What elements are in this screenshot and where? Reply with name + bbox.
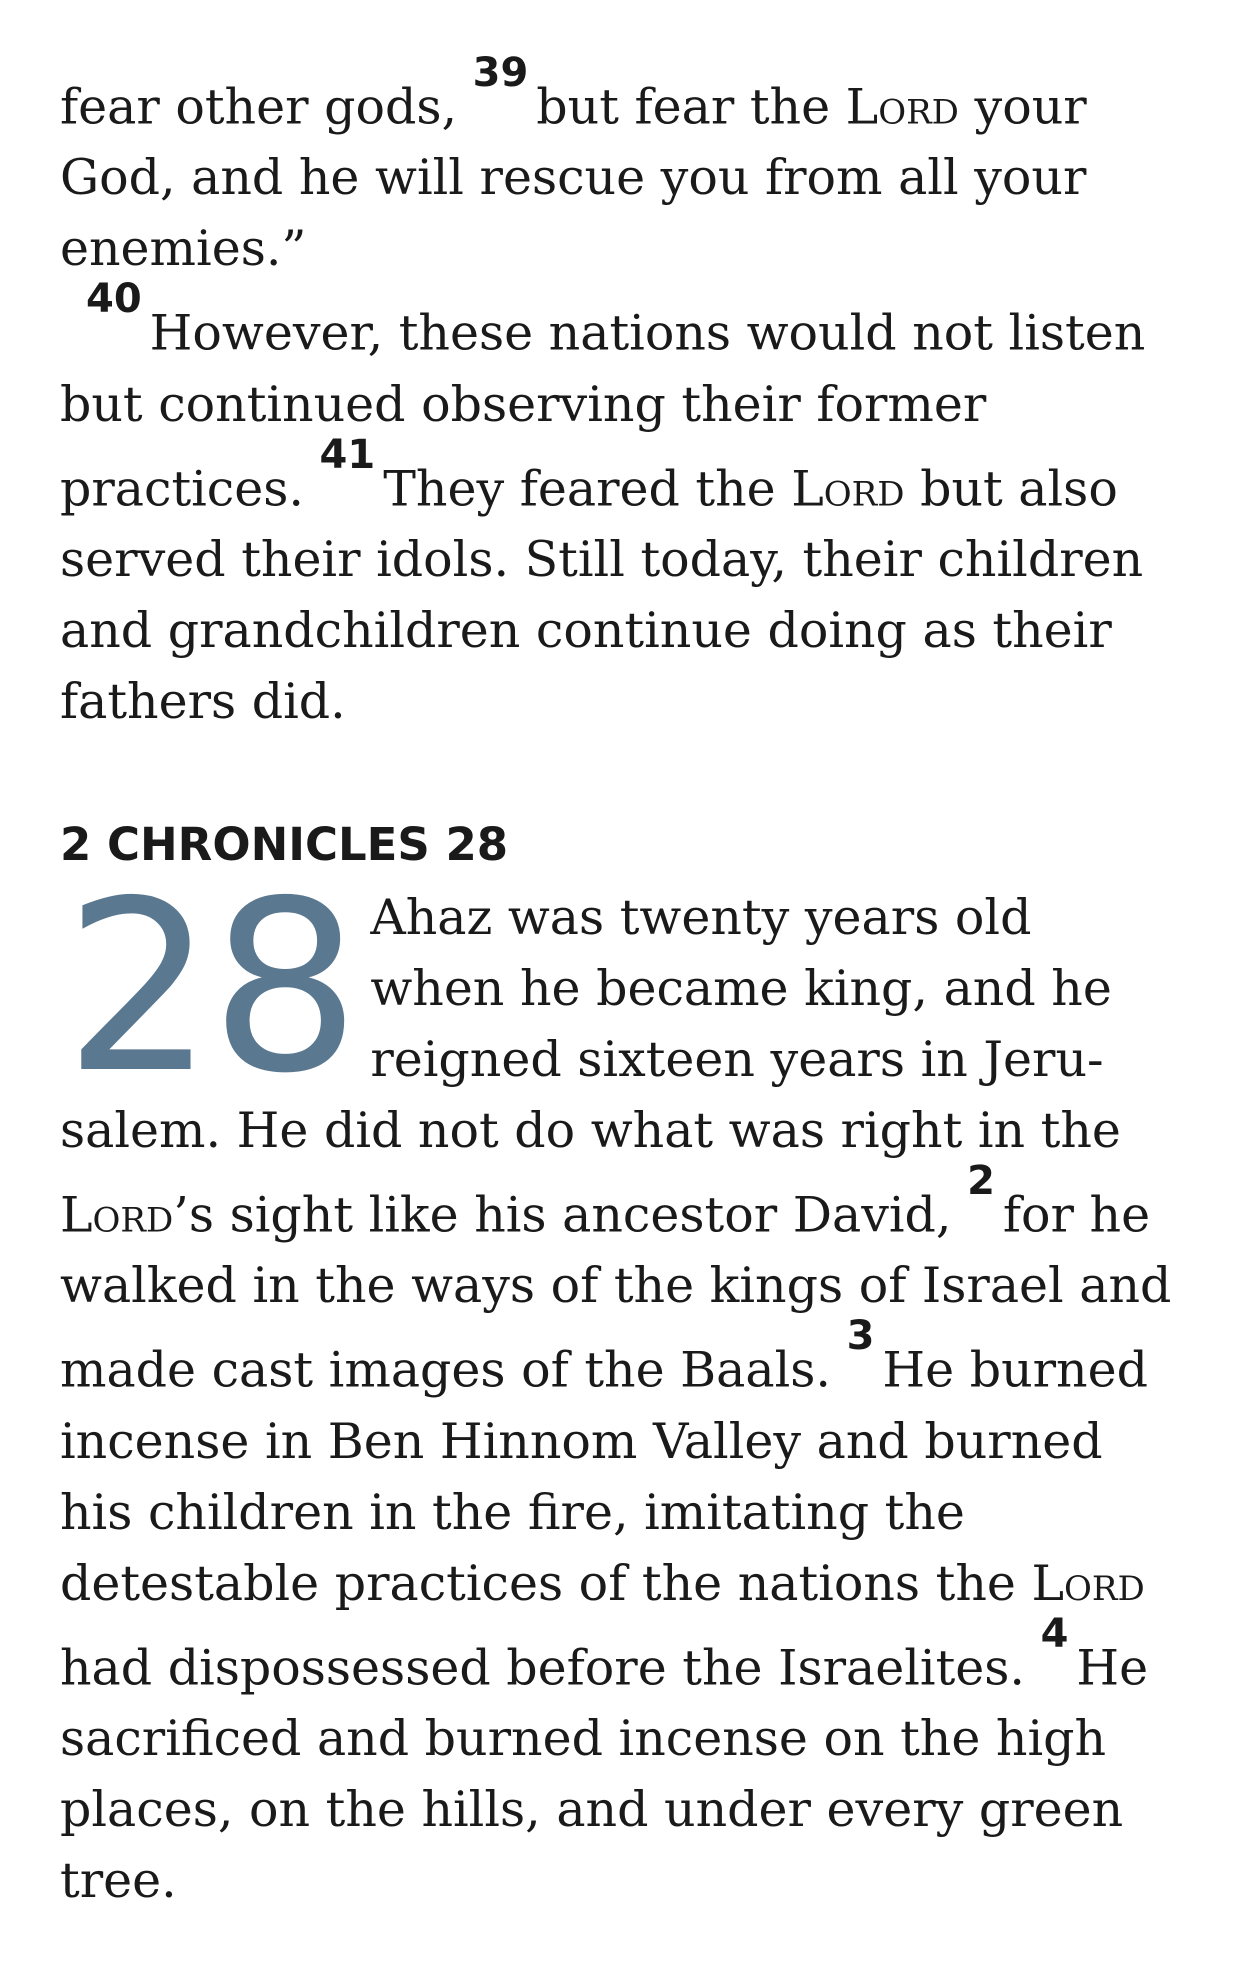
text-segment: ’s sight like his ancestor David, <box>173 1186 968 1244</box>
text-segment: for he walked in the ways of the kings of Israel and made cast images of the Baals. <box>60 1186 1172 1399</box>
text-segment: but fear the <box>536 78 846 136</box>
divine-name: Lord <box>1031 1554 1145 1612</box>
text-segment: Ahaz was twenty years old when he became king, and he reigned sixteen years in Jeru-salem. He did not do what was right in the <box>60 888 1121 1159</box>
paragraph-verses-38-39 <box>60 50 1180 284</box>
chapter-paragraph <box>60 849 1180 1916</box>
chapter-number-dropcap: 28 <box>64 849 357 1125</box>
text-segment: He burned incense in Ben Hinnom Valley and burned his children in the fire, imitating the detestable practices of the nations the <box>60 1341 1148 1612</box>
text-segment: fear other gods, <box>60 78 473 136</box>
reading-page <box>60 50 1180 1916</box>
text-segment: your God, and he will rescue you from all your enemies.” <box>60 78 1087 278</box>
verse-number-41[interactable]: 41 <box>319 431 376 478</box>
verse-number-39[interactable]: 39 <box>472 50 529 96</box>
verse-number-3[interactable]: 3 <box>846 1313 875 1360</box>
text-segment: However, these nations would not listen but continued observing their former practices. <box>60 304 1146 517</box>
paragraph-verses-40-41 <box>60 276 1180 737</box>
verse-number-40[interactable]: 40 <box>86 276 142 323</box>
divine-name: Lord <box>60 1186 174 1244</box>
verse-number-4[interactable]: 4 <box>1040 1610 1069 1657</box>
verse-number-2[interactable]: 2 <box>967 1157 995 1204</box>
divine-name: Lord <box>845 78 959 136</box>
text-segment: had dispossessed before the Israelites. <box>60 1638 1041 1696</box>
text-segment: but also served their idols. Still today, their children and grandchildren continue doing as their fathers did. <box>60 459 1144 730</box>
text-segment: They feared the <box>383 459 792 517</box>
chapter-heading: 2 CHRONICLES 28 <box>60 817 509 871</box>
text-segment: He sacrificed and burned incense on the high places, on the hills, and under every green tree. <box>60 1638 1149 1909</box>
divine-name: Lord <box>791 459 905 517</box>
